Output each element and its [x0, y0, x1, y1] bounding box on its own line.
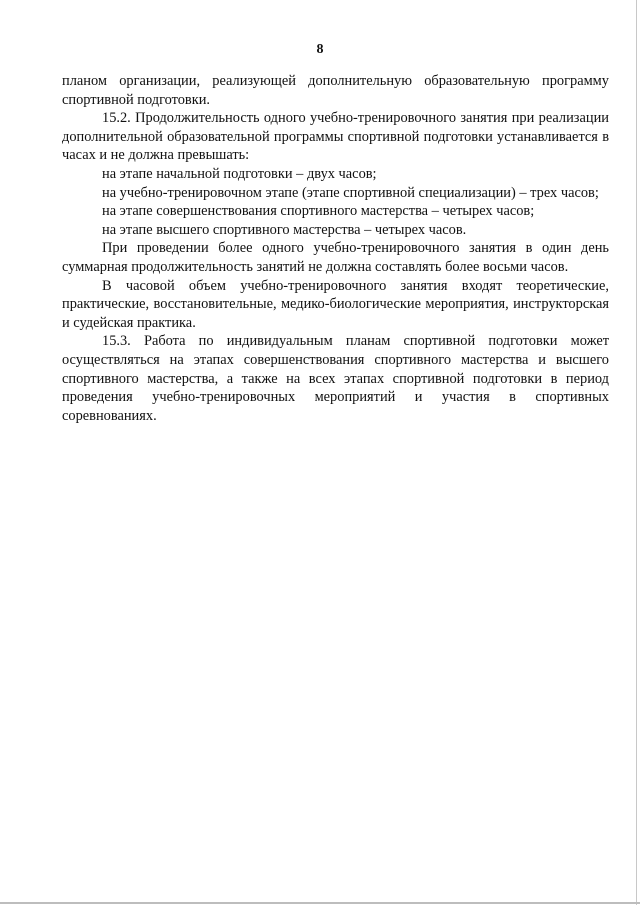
list-item-training-stage: на учебно-тренировочном этапе (этапе спортивной специализации) – трех часов; — [102, 184, 599, 201]
scan-edge-bottom — [0, 902, 640, 904]
list-item-improvement-stage: на этапе совершенствования спортивного мастерства – четырех часов; — [102, 203, 535, 220]
paragraph-daily-limit: При проведении более одного учебно-тренировочного занятия в один день суммарная продолжительность занятий не должна составлять более восьми часов. — [62, 240, 609, 275]
paragraph-15-2: 15.2. Продолжительность одного учебно-тренировочного занятия при реализации дополнительной образовательной программы спортивной подготовки устанавливается в часах и не должна превышать: — [62, 110, 609, 164]
list-item-initial-stage: на этапе начальной подготовки – двух часов; — [102, 165, 377, 182]
scan-edge-right — [636, 0, 637, 905]
paragraph-15-3: 15.3. Работа по индивидуальным планам спортивной подготовки может осуществляться на этапах совершенствования спортивного мастерства и высшего спортивного мастерства, а также на всех этапах спортивной подготовки в период проведения учебно-тренировочных мероприятий и участия в спортивных соревнованиях. — [62, 333, 609, 424]
paragraph-hourly-volume: В часовой объем учебно-тренировочного занятия входят теоретические, практические, восстановительные, медико-биологические мероприятия, инструкторская и судейская практика. — [62, 277, 609, 331]
page-number: 8 — [316, 42, 324, 57]
document-body — [62, 72, 609, 425]
list-item-highest-stage: на этапе высшего спортивного мастерства – четырех часов. — [102, 221, 467, 238]
paragraph-continuation: планом организации, реализующей дополнительную образовательную программу спортивной подготовки. — [62, 73, 609, 108]
